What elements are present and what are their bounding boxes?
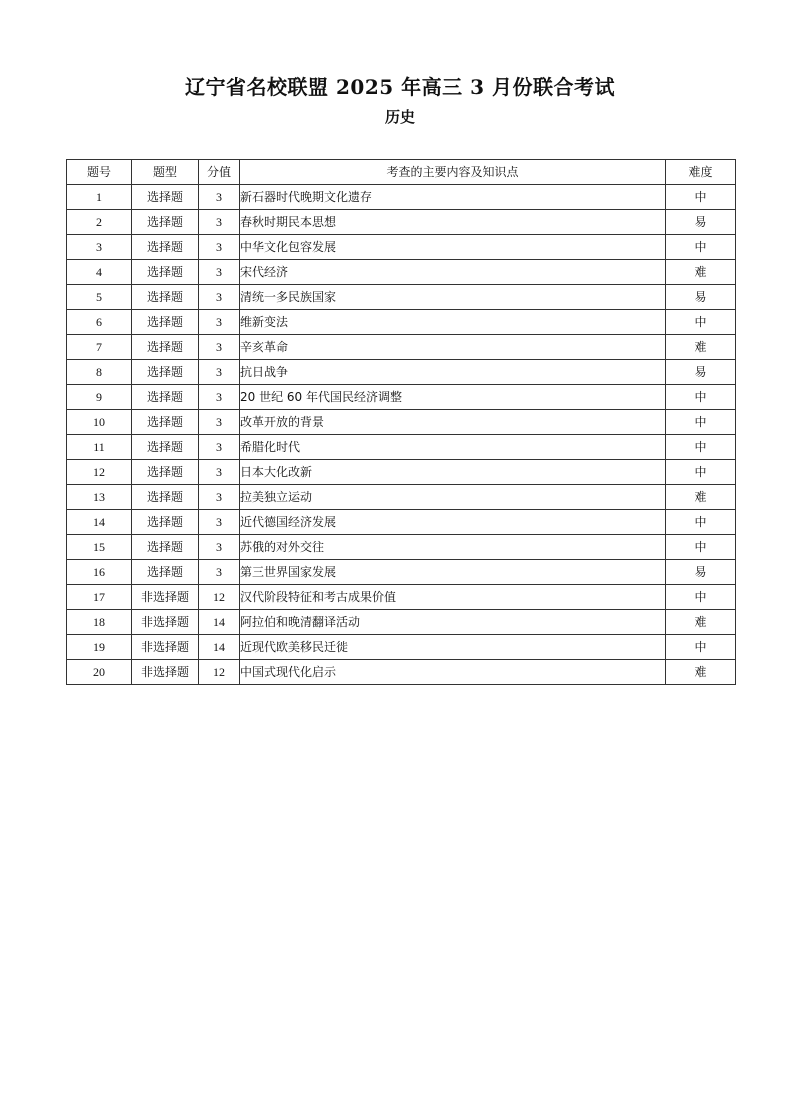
cell-question-number: 14 <box>67 510 132 535</box>
cell-topic: 第三世界国家发展 <box>240 560 666 585</box>
cell-topic: 春秋时期民本思想 <box>240 210 666 235</box>
cell-topic: 清统一多民族国家 <box>240 285 666 310</box>
page-title: 辽宁省名校联盟 2025 年高三 3 月份联合考试 <box>185 75 615 99</box>
cell-topic: 近代德国经济发展 <box>240 510 666 535</box>
cell-question-type: 选择题 <box>132 335 199 360</box>
cell-question-type: 选择题 <box>132 285 199 310</box>
cell-topic: 苏俄的对外交往 <box>240 535 666 560</box>
cell-question-number: 6 <box>67 310 132 335</box>
cell-question-type: 选择题 <box>132 510 199 535</box>
subject-subtitle: 历史 <box>384 108 415 126</box>
cell-question-type: 非选择题 <box>132 660 199 685</box>
cell-score: 3 <box>199 285 240 310</box>
header-score: 分值 <box>199 160 240 185</box>
cell-question-type: 选择题 <box>132 385 199 410</box>
cell-question-number: 12 <box>67 460 132 485</box>
cell-topic: 宋代经济 <box>240 260 666 285</box>
cell-topic: 近现代欧美移民迁徙 <box>240 635 666 660</box>
cell-score: 3 <box>199 260 240 285</box>
cell-topic: 中国式现代化启示 <box>240 660 666 685</box>
table-row <box>67 660 736 685</box>
table-row <box>67 585 736 610</box>
cell-question-number: 18 <box>67 610 132 635</box>
cell-question-type: 选择题 <box>132 235 199 260</box>
cell-question-number: 10 <box>67 410 132 435</box>
table-row <box>67 385 736 410</box>
cell-difficulty: 中 <box>666 460 736 485</box>
cell-question-type: 选择题 <box>132 360 199 385</box>
cell-topic: 阿拉伯和晚清翻译活动 <box>240 610 666 635</box>
cell-score: 3 <box>199 210 240 235</box>
cell-difficulty: 中 <box>666 410 736 435</box>
cell-question-number: 11 <box>67 435 132 460</box>
table-body <box>67 185 736 685</box>
cell-score: 12 <box>199 660 240 685</box>
cell-question-type: 选择题 <box>132 410 199 435</box>
cell-question-number: 4 <box>67 260 132 285</box>
cell-question-number: 20 <box>67 660 132 685</box>
table-row <box>67 185 736 210</box>
cell-difficulty: 中 <box>666 435 736 460</box>
table-row <box>67 410 736 435</box>
cell-difficulty: 难 <box>666 335 736 360</box>
cell-question-type: 选择题 <box>132 185 199 210</box>
cell-question-number: 7 <box>67 335 132 360</box>
cell-question-type: 选择题 <box>132 210 199 235</box>
table-row <box>67 310 736 335</box>
cell-question-type: 选择题 <box>132 435 199 460</box>
cell-question-type: 选择题 <box>132 310 199 335</box>
cell-score: 14 <box>199 635 240 660</box>
cell-score: 3 <box>199 360 240 385</box>
table-row <box>67 635 736 660</box>
cell-question-number: 19 <box>67 635 132 660</box>
table-row <box>67 460 736 485</box>
cell-topic: 中华文化包容发展 <box>240 235 666 260</box>
cell-question-number: 1 <box>67 185 132 210</box>
cell-topic: 日本大化改新 <box>240 460 666 485</box>
cell-question-number: 3 <box>67 235 132 260</box>
cell-topic: 改革开放的背景 <box>240 410 666 435</box>
cell-score: 3 <box>199 410 240 435</box>
cell-question-number: 13 <box>67 485 132 510</box>
cell-score: 3 <box>199 460 240 485</box>
table-row <box>67 235 736 260</box>
table-row <box>67 510 736 535</box>
cell-score: 3 <box>199 485 240 510</box>
cell-difficulty: 易 <box>666 360 736 385</box>
cell-difficulty: 难 <box>666 260 736 285</box>
header-topic: 考查的主要内容及知识点 <box>240 160 666 185</box>
cell-question-type: 选择题 <box>132 260 199 285</box>
cell-question-type: 非选择题 <box>132 635 199 660</box>
cell-question-number: 9 <box>67 385 132 410</box>
cell-question-type: 非选择题 <box>132 585 199 610</box>
cell-question-number: 16 <box>67 560 132 585</box>
cell-question-type: 非选择题 <box>132 610 199 635</box>
cell-question-type: 选择题 <box>132 485 199 510</box>
cell-score: 12 <box>199 585 240 610</box>
cell-score: 3 <box>199 310 240 335</box>
table-row <box>67 285 736 310</box>
table-row <box>67 560 736 585</box>
cell-difficulty: 难 <box>666 485 736 510</box>
cell-score: 3 <box>199 435 240 460</box>
cell-difficulty: 易 <box>666 560 736 585</box>
cell-topic: 辛亥革命 <box>240 335 666 360</box>
header-difficulty: 难度 <box>666 160 736 185</box>
header-question-type: 题型 <box>132 160 199 185</box>
cell-topic: 20 世纪 60 年代国民经济调整 <box>240 385 666 410</box>
cell-topic: 抗日战争 <box>240 360 666 385</box>
cell-topic: 希腊化时代 <box>240 435 666 460</box>
cell-topic: 汉代阶段特征和考古成果价值 <box>240 585 666 610</box>
cell-difficulty: 难 <box>666 610 736 635</box>
cell-topic: 新石器时代晚期文化遗存 <box>240 185 666 210</box>
cell-topic: 维新变法 <box>240 310 666 335</box>
cell-score: 3 <box>199 235 240 260</box>
table-row <box>67 210 736 235</box>
table-row <box>67 535 736 560</box>
cell-score: 14 <box>199 610 240 635</box>
cell-score: 3 <box>199 510 240 535</box>
cell-question-type: 选择题 <box>132 560 199 585</box>
cell-score: 3 <box>199 560 240 585</box>
table-row <box>67 485 736 510</box>
table-row <box>67 610 736 635</box>
table-row <box>67 335 736 360</box>
cell-difficulty: 难 <box>666 660 736 685</box>
cell-difficulty: 中 <box>666 185 736 210</box>
cell-difficulty: 易 <box>666 210 736 235</box>
cell-question-number: 5 <box>67 285 132 310</box>
cell-difficulty: 中 <box>666 235 736 260</box>
table-row <box>67 435 736 460</box>
cell-score: 3 <box>199 185 240 210</box>
cell-difficulty: 中 <box>666 385 736 410</box>
cell-question-number: 15 <box>67 535 132 560</box>
cell-question-type: 选择题 <box>132 460 199 485</box>
cell-question-number: 8 <box>67 360 132 385</box>
cell-question-number: 17 <box>67 585 132 610</box>
exam-analysis-table <box>66 159 736 685</box>
cell-difficulty: 中 <box>666 310 736 335</box>
cell-difficulty: 易 <box>666 285 736 310</box>
cell-score: 3 <box>199 385 240 410</box>
cell-score: 3 <box>199 535 240 560</box>
table-row <box>67 360 736 385</box>
cell-score: 3 <box>199 335 240 360</box>
cell-difficulty: 中 <box>666 535 736 560</box>
cell-difficulty: 中 <box>666 635 736 660</box>
cell-question-number: 2 <box>67 210 132 235</box>
cell-question-type: 选择题 <box>132 535 199 560</box>
cell-difficulty: 中 <box>666 585 736 610</box>
table-header-row <box>67 160 736 185</box>
cell-difficulty: 中 <box>666 510 736 535</box>
table-row <box>67 260 736 285</box>
cell-topic: 拉美独立运动 <box>240 485 666 510</box>
header-question-number: 题号 <box>67 160 132 185</box>
